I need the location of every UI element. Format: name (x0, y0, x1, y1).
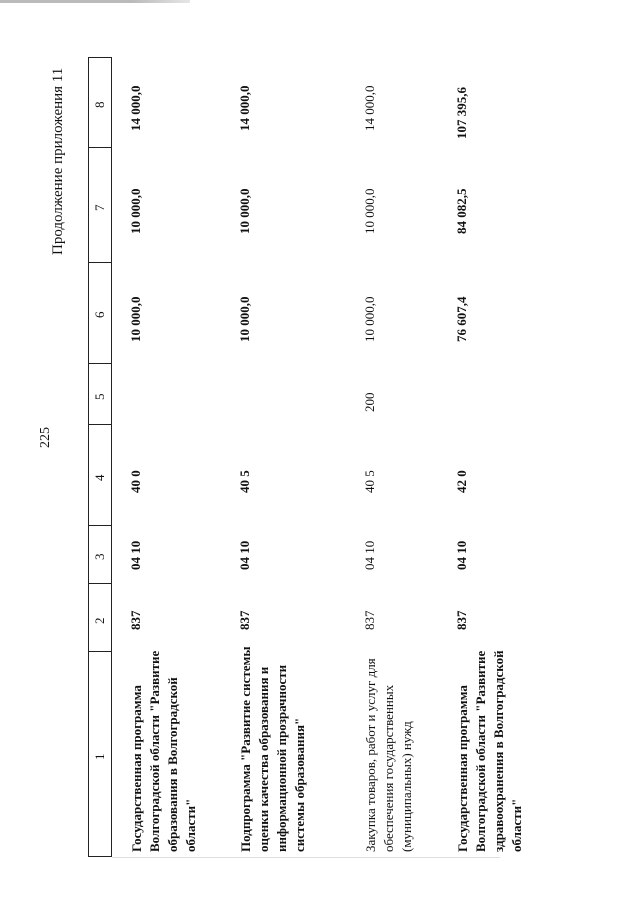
row-name: Закупка товаров, работ и услуг для обеспечения государственных (муниципальных) нужд (363, 658, 414, 852)
cell-col2: 837 (362, 610, 377, 630)
cell-col2: 837 (237, 610, 252, 630)
column-number-1: 1 (92, 753, 107, 760)
cell-col6: 10 000,0 (128, 296, 143, 342)
cell-col6: 76 607,4 (454, 296, 469, 342)
page-number: 225 (38, 427, 53, 448)
cell-col3: 04 10 (362, 540, 377, 570)
cell-col5: 200 (362, 392, 377, 412)
scan-edge-artifact (0, 0, 190, 3)
continuation-caption: Продолжение приложения 11 (50, 67, 66, 255)
column-number-8: 8 (92, 101, 107, 108)
cell-col4: 40 5 (237, 470, 252, 493)
cell-col3: 04 10 (454, 540, 469, 570)
cell-col3: 04 10 (128, 540, 143, 570)
cell-col8: 14 000,0 (237, 85, 252, 131)
row-name: Подпрограмма "Развитие системы оценки качества образования и информационной прозрачности системы образования" (238, 646, 307, 852)
cell-col3: 04 10 (237, 540, 252, 570)
column-number-5: 5 (92, 393, 107, 400)
cell-col2: 837 (128, 610, 143, 630)
cell-col4: 40 5 (362, 470, 377, 493)
row-name: Государственная программа Волгоградской области "Развитие образования в Волгоградской области" (129, 650, 198, 852)
cell-col7: 10 000,0 (128, 188, 143, 234)
cell-col7: 10 000,0 (362, 188, 377, 234)
column-number-6: 6 (92, 311, 107, 318)
cell-col6: 10 000,0 (362, 296, 377, 342)
cell-col6: 10 000,0 (237, 296, 252, 342)
cell-col4: 40 0 (128, 470, 143, 493)
cell-col7: 84 082,5 (454, 188, 469, 234)
column-number-7: 7 (92, 204, 107, 211)
column-number-2: 2 (92, 617, 107, 624)
row-name: Государственная программа Волгоградской области "Развитие здравоохранения в Волгоградской области" (455, 650, 524, 852)
column-number-4: 4 (92, 474, 107, 481)
cell-col8: 14 000,0 (362, 85, 377, 131)
cell-col4: 42 0 (454, 470, 469, 493)
cell-col2: 837 (454, 610, 469, 630)
cell-col8: 107 395,6 (454, 87, 469, 139)
cell-col8: 14 000,0 (128, 85, 143, 131)
column-number-3: 3 (92, 553, 107, 560)
cell-col7: 10 000,0 (237, 188, 252, 234)
